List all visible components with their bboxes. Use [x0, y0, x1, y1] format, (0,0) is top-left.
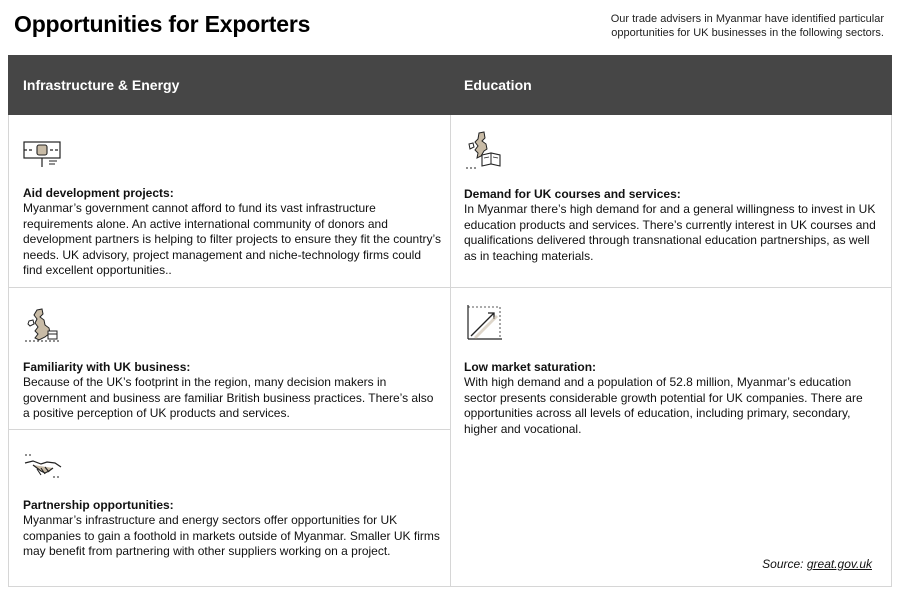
source-note: [762, 557, 872, 571]
uk-map-box-icon: [23, 307, 443, 348]
source-prefix: Source:: [762, 557, 807, 571]
item-body: With high demand and a population of 52.8 million, Myanmar’s education sector presents considerable growth potential for UK companies. There are opportunities across all levels of education, including primary, secondary, higher and vocational.: [464, 375, 863, 436]
item-body: Myanmar’s government cannot afford to fund its vast infrastructure requirements alone. An active international community of donors and development partners is helping to filter projects to ensure they fit the country’s needs. UK advisory, project management and niche-technology firms could find excellent opportunities..: [23, 201, 442, 277]
item-body: Myanmar’s infrastructure and energy sectors offer opportunities for UK companies to gain a foothold in markets outside of Myanmar. Smaller UK firms may benefit from partnering with other suppliers working on a project.: [23, 513, 440, 558]
item-heading: Partnership opportunities:: [23, 497, 174, 512]
item-heading: Low market saturation:: [464, 359, 597, 374]
column-header-infrastructure: Infrastructure & Energy: [23, 77, 180, 93]
item-body: Because of the UK’s footprint in the region, many decision makers in government and business are familiar British business practices. There’s also a positive perception of UK products and services.: [23, 375, 434, 420]
uk-map-book-icon: [464, 130, 884, 175]
column-divider: [450, 115, 451, 587]
item-heading: Familiarity with UK business:: [23, 359, 191, 374]
item-body: In Myanmar there’s high demand for and a general willingness to invest in UK education products and services. There’s currently interest in UK courses and qualifications delivered through transnational education partnerships, as well as in teaching materials.: [464, 202, 876, 263]
source-link[interactable]: great.gov.uk: [806, 557, 872, 571]
list-item-aid-development: [23, 139, 443, 279]
row-divider: [451, 287, 892, 288]
table-header: [8, 55, 892, 115]
row-divider: [8, 287, 450, 288]
list-item-partnership: [23, 451, 443, 560]
item-heading: Aid development projects:: [23, 185, 174, 200]
list-item-low-market-saturation: [464, 303, 884, 437]
project-plan-icon: [23, 139, 443, 174]
row-divider: [8, 429, 450, 430]
page-title: Opportunities for Exporters: [14, 11, 311, 37]
list-item-demand-uk-courses: [464, 130, 884, 264]
intro-text: Our trade advisers in Myanmar have identified particular opportunities for UK businesses in the following sectors.: [610, 13, 884, 39]
growth-chart-icon: [464, 303, 884, 348]
list-item-familiarity: [23, 307, 443, 422]
column-header-education: Education: [464, 77, 532, 93]
handshake-icon: [23, 451, 443, 486]
item-heading: Demand for UK courses and services:: [464, 186, 681, 201]
